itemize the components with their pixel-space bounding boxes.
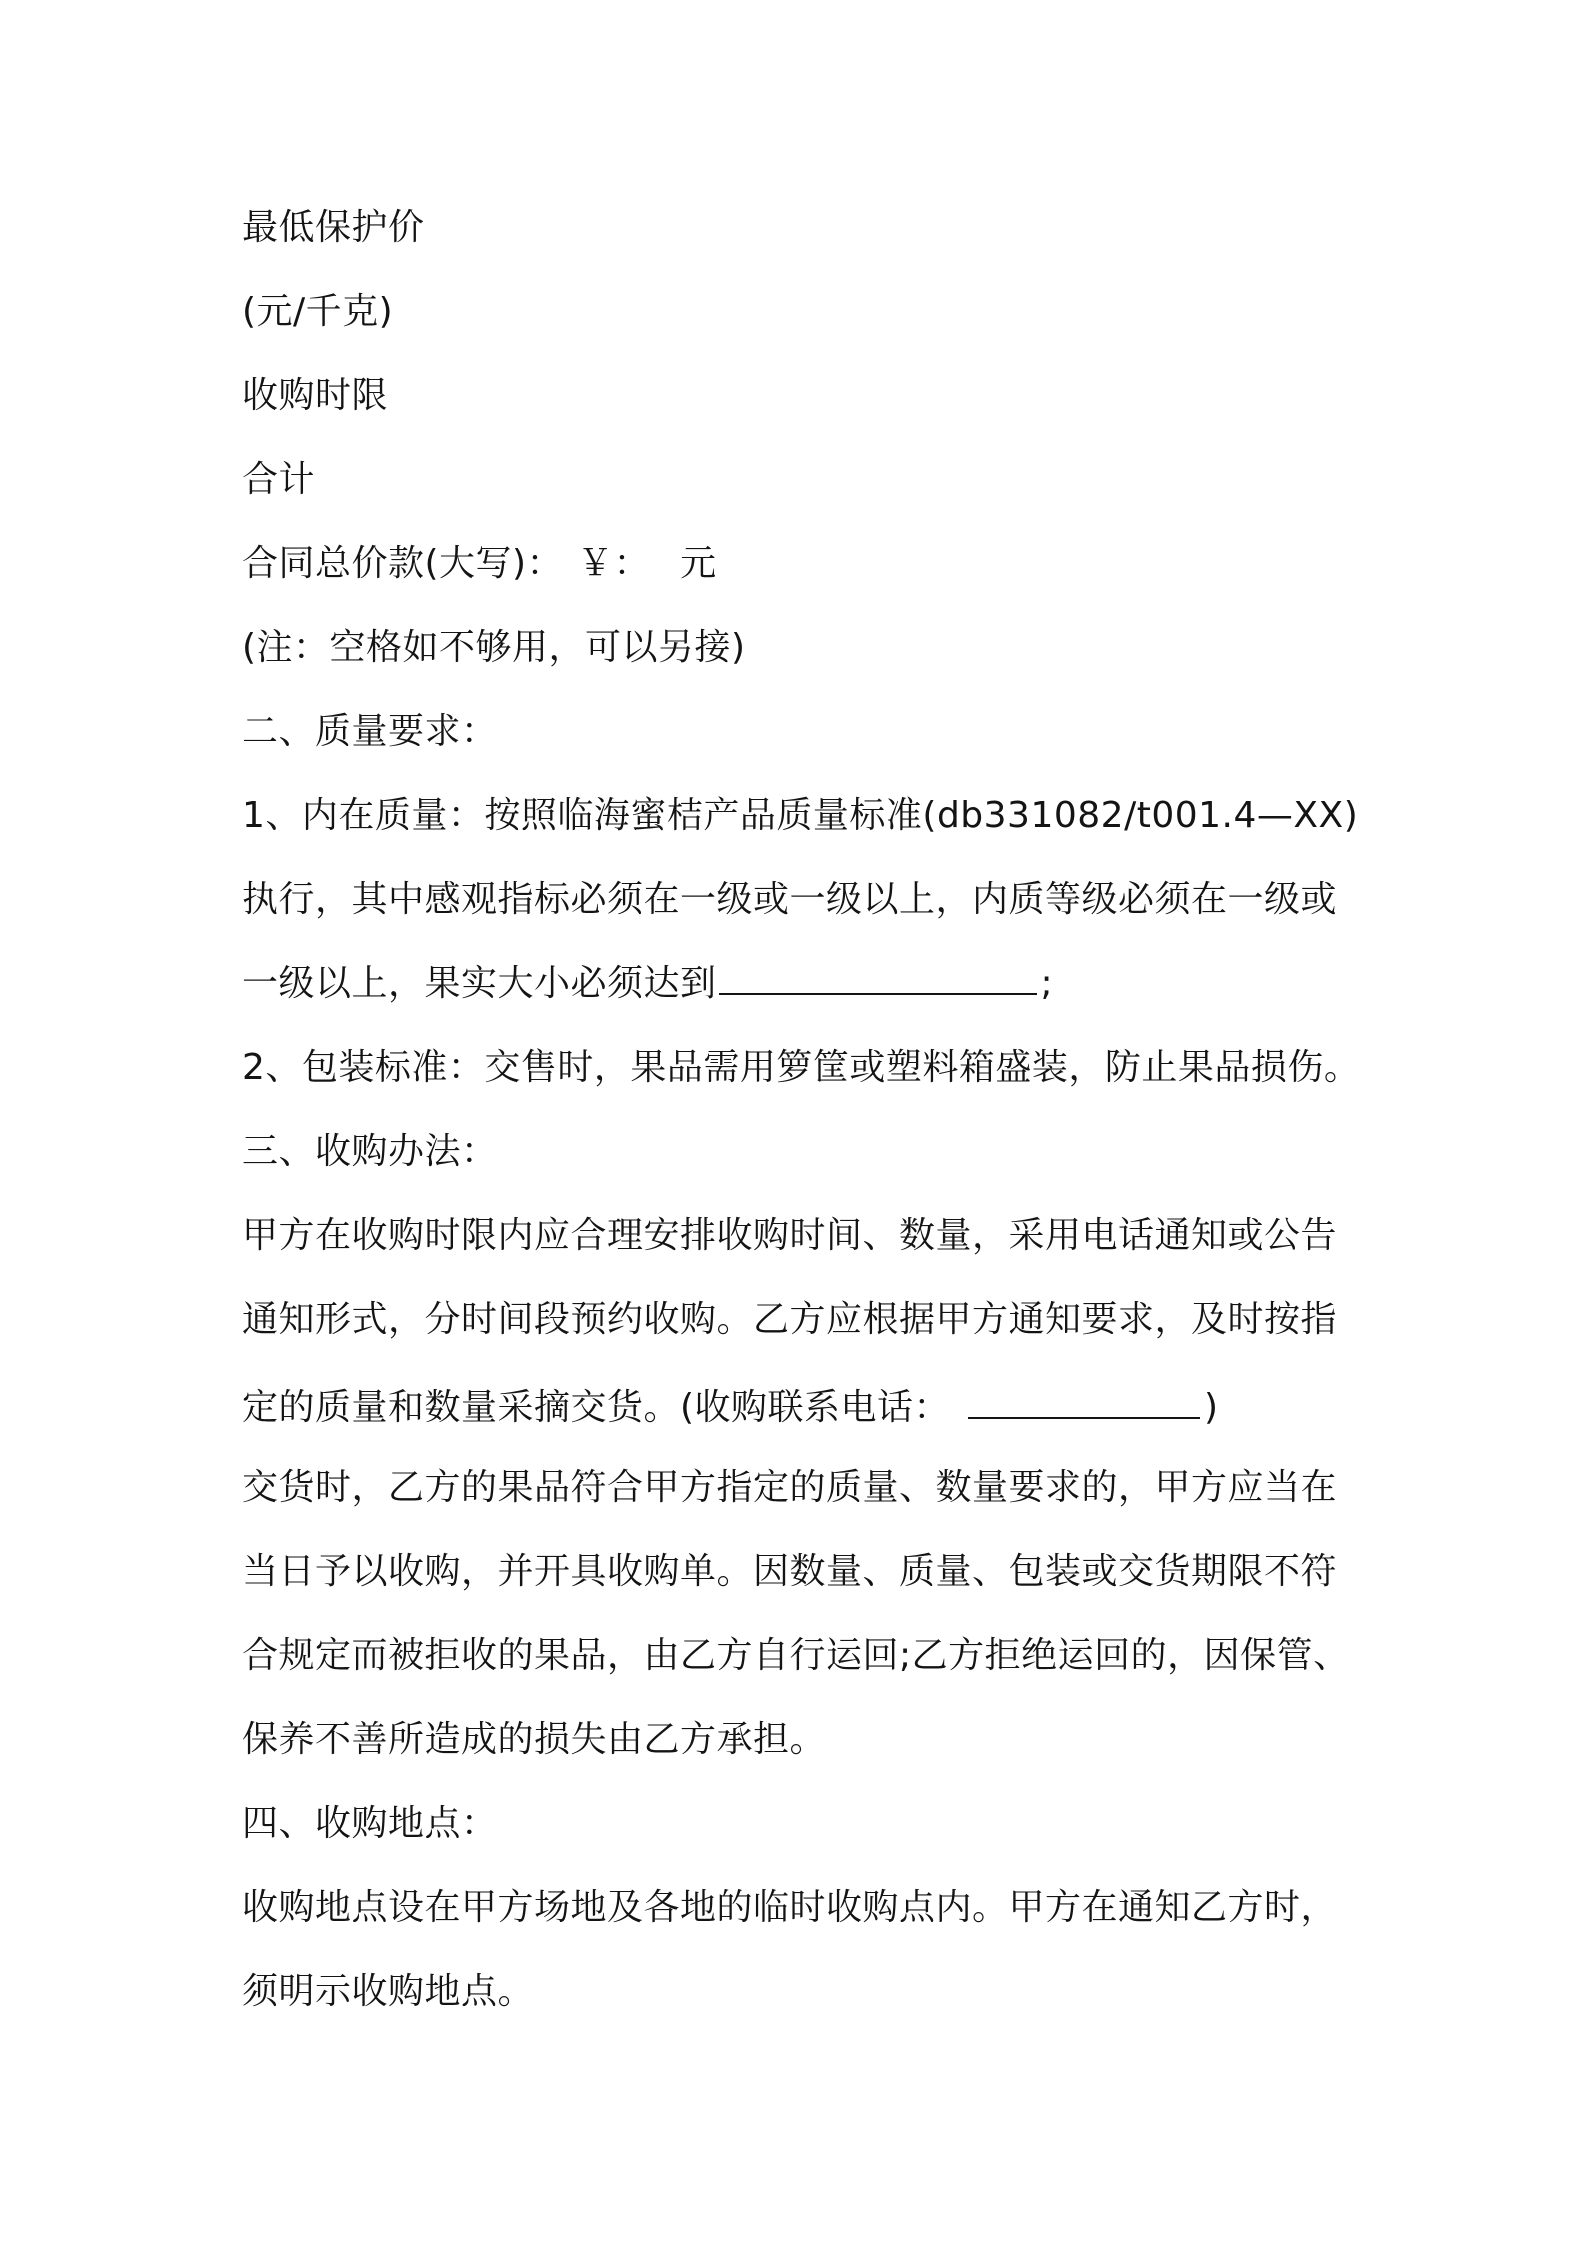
fruit-size-prefix: 一级以上，果实大小必须达到 bbox=[242, 963, 717, 1004]
section2-heading: 二、质量要求： bbox=[242, 711, 498, 752]
section3-p1-line3 bbox=[242, 1384, 1219, 1432]
phone-prefix: 定的质量和数量采摘交货。(收购联系电话： bbox=[242, 1387, 951, 1428]
unit-label: (元/千克) bbox=[242, 291, 394, 332]
min-price-label: 最低保护价 bbox=[242, 207, 425, 248]
period-label: 收购时限 bbox=[242, 375, 389, 416]
currency-symbol: ￥： bbox=[577, 543, 651, 584]
phone-suffix: ) bbox=[1204, 1387, 1219, 1428]
section4-p1-line2: 须明示收购地点。 bbox=[242, 1971, 535, 2012]
total-label: 合计 bbox=[242, 459, 316, 500]
section2-item1-line2: 执行，其中感观指标必须在一级或一级以上，内质等级必须在一级或 bbox=[242, 879, 1338, 920]
section3-p2-line3: 合规定而被拒收的果品，由乙方自行运回;乙方拒绝运回的，因保管、 bbox=[242, 1635, 1350, 1676]
section3-p2-line1: 交货时，乙方的果品符合甲方指定的质量、数量要求的，甲方应当在 bbox=[242, 1467, 1338, 1508]
currency-unit: 元 bbox=[680, 543, 717, 584]
section3-p2-line4: 保养不善所造成的损失由乙方承担。 bbox=[242, 1719, 827, 1760]
section4-p1-line1: 收购地点设在甲方场地及各地的临时收购点内。甲方在通知乙方时， bbox=[242, 1887, 1338, 1928]
section3-heading: 三、收购办法： bbox=[242, 1131, 498, 1172]
contract-total-label: 合同总价款(大写)： bbox=[242, 543, 564, 584]
section3-p1-line2: 通知形式，分时间段预约收购。乙方应根据甲方通知要求，及时按指 bbox=[242, 1299, 1338, 1340]
note-line: (注：空格如不够用，可以另接) bbox=[242, 627, 746, 668]
section2-item2: 2、包装标准：交售时，果品需用箩筐或塑料箱盛装，防止果品损伤。 bbox=[242, 1047, 1361, 1088]
section3-p1-line1: 甲方在收购时限内应合理安排收购时间、数量，采用电话通知或公告 bbox=[242, 1215, 1338, 1256]
contract-total-line bbox=[242, 540, 717, 588]
section2-item1-line1: 1、内在质量：按照临海蜜桔产品质量标准(db331082/t001.4—XX) bbox=[242, 795, 1359, 836]
section2-item1-line3 bbox=[242, 960, 1053, 1008]
fruit-size-suffix: ; bbox=[1040, 963, 1054, 1004]
fruit-size-blank[interactable] bbox=[719, 991, 1037, 995]
section3-p2-line2: 当日予以收购，并开具收购单。因数量、质量、包装或交货期限不符 bbox=[242, 1551, 1338, 1592]
section4-heading: 四、收购地点： bbox=[242, 1803, 498, 1844]
phone-blank[interactable] bbox=[968, 1415, 1200, 1419]
